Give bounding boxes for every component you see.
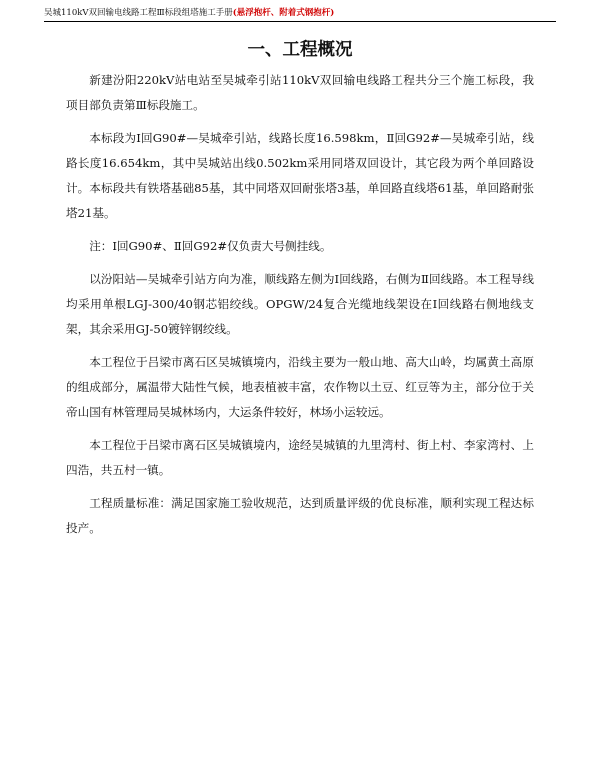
header-text: 吴城110kV双回输电线路工程Ⅲ标段组塔施工手册 <box>44 8 233 18</box>
paragraph-conductors: 以汾阳站—吴城牵引站方向为准，顺线路左侧为Ⅰ回线路，右侧为Ⅱ回线路。本工程导线均采用单根LGJ-300/40钢芯铝绞线。OPGW/24复合光缆地线架设在Ⅰ回线路右侧地线支架，其余采用GJ-50镀锌钢绞线。 <box>66 272 534 336</box>
body-text <box>66 68 534 549</box>
section-title: 一、工程概况 <box>247 40 353 60</box>
header-rule <box>44 21 556 22</box>
paragraph-overview: 新建汾阳220kV站电站至吴城牵引站110kV双回输电线路工程共分三个施工标段，我项目部负责第Ⅲ标段施工。 <box>66 73 534 112</box>
paragraph-terrain: 本工程位于吕梁市离石区吴城镇境内，沿线主要为一般山地、高大山岭，均属黄土高原的组成部分，属温带大陆性气候，地表植被丰富，农作物以土豆、红豆等为主，部分位于关帝山国有林管理局吴城林场内，大运条件较好，林场小运较远。 <box>66 355 534 419</box>
paragraph-note: 注：Ⅰ回G90#、Ⅱ回G92#仅负责大号侧挂线。 <box>89 239 332 253</box>
running-header <box>44 6 556 20</box>
paragraph-quality: 工程质量标准：满足国家施工验收规范，达到质量评级的优良标准，顺利实现工程达标投产。 <box>66 496 534 535</box>
paragraph-villages: 本工程位于吕梁市离石区吴城镇境内，途经吴城镇的九里湾村、街上村、李家湾村、上四浩，共五村一镇。 <box>66 438 534 477</box>
paragraph-scope: 本标段为Ⅰ回G90#—吴城牵引站，线路长度16.598km，Ⅱ回G92#—吴城牵引站，线路长度16.654km，其中吴城站出线0.502km采用同塔双回设计，其它段为两个单回路设计。本标段共有铁塔基础85基，其中同塔双回耐张塔3基，单回路直线塔61基，单回路耐张塔21基。 <box>66 131 534 220</box>
header-note: (悬浮抱杆、附着式钢抱杆) <box>232 8 335 18</box>
